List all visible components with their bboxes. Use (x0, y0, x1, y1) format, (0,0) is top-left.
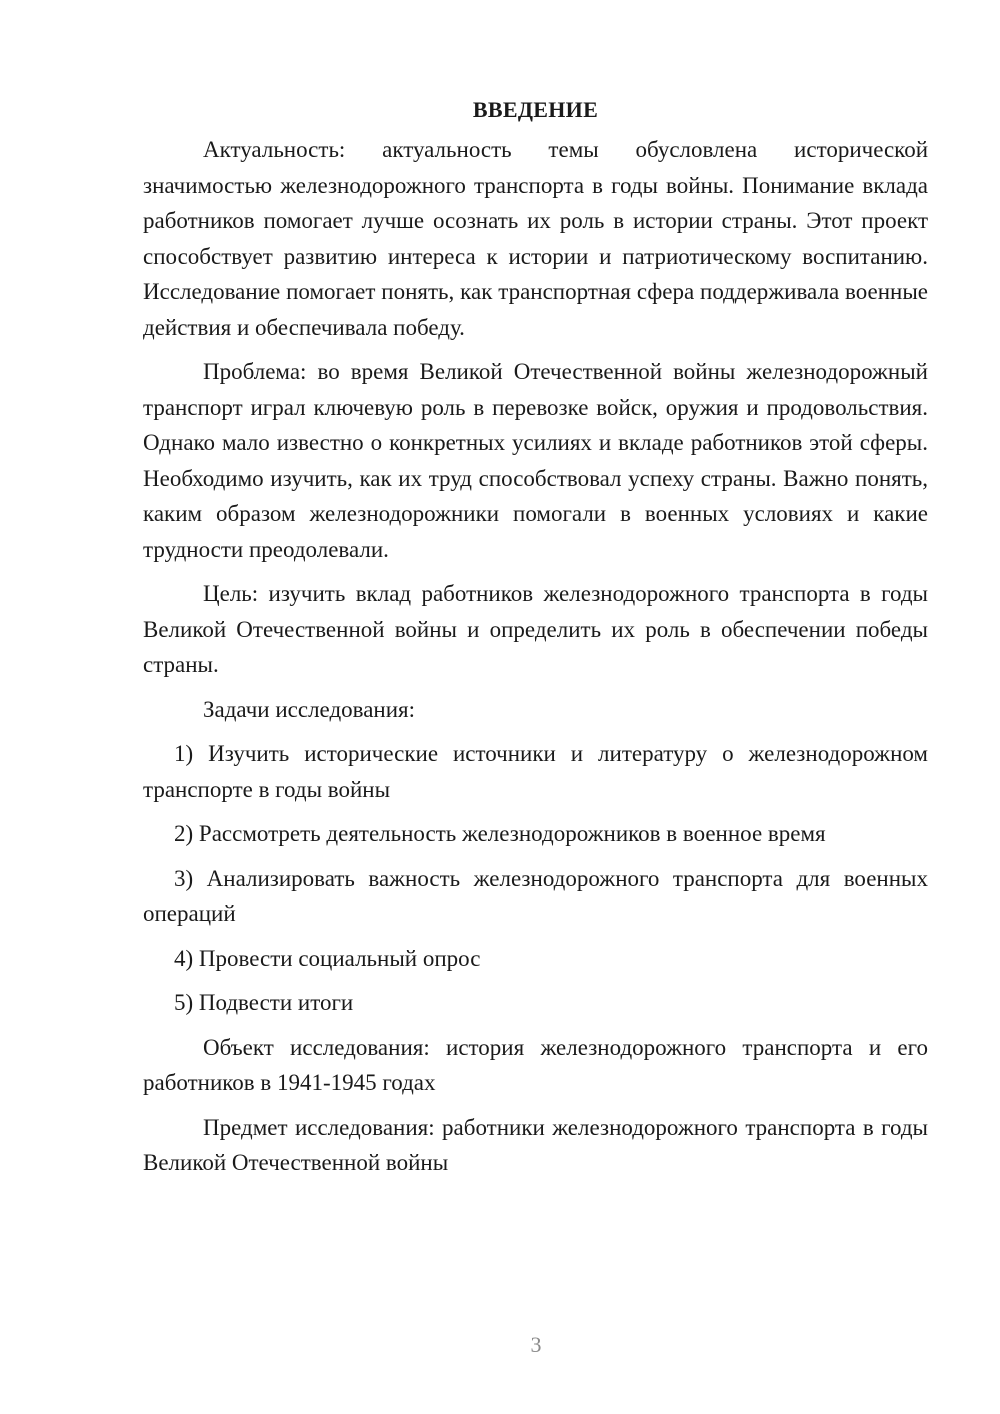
task-item-1: 1) Изучить исторические источники и литературу о железнодорожном транспорте в годы войны (143, 741, 928, 802)
task-item-4: 4) Провести социальный опрос (174, 945, 481, 971)
tasks-list (143, 736, 928, 1021)
object-paragraph: Объект исследования: история железнодорожного транспорта и его работников в 1941-1945 годах (143, 1034, 928, 1095)
page-number: 3 (530, 1332, 542, 1357)
subject-paragraph: Предмет исследования: работники железнодорожного транспорта в годы Великой Отечественной войны (143, 1114, 928, 1175)
problem-paragraph: Проблема: во время Великой Отечественной войны железнодорожный транспорт играл ключевую роль в перевозке войск, оружия и продовольствия. Однако мало известно о конкретных усилиях и вкладе работников этой сферы. Необходимо изучить, как их труд способствовал успеху страны. Важно понять, каким образом железнодорожники помогали в военных условиях и какие трудности преодолевали. (143, 359, 928, 562)
relevance-paragraph: Актуальность: актуальность темы обусловлена исторической значимостью железнодорожного транспорта в годы войны. Понимание вклада работников помогает лучше осознать их роль в истории страны. Этот проект способствует развитию интереса к истории и патриотическому воспитанию. Исследование помогает понять, как транспортная сфера поддерживала военные действия и обеспечивала победу. (143, 137, 928, 340)
goal-paragraph: Цель: изучить вклад работников железнодорожного транспорта в годы Великой Отечественной войны и определить их роль в обеспечении победы страны. (143, 581, 928, 677)
task-item-5: 5) Подвести итоги (174, 990, 354, 1015)
document-page (143, 92, 928, 1190)
task-item-3: 3) Анализировать важность железнодорожного транспорта для военных операций (143, 865, 928, 926)
page-title: ВВЕДЕНИЕ (472, 97, 599, 122)
tasks-title: Задачи исследования: (203, 696, 416, 722)
task-item-2: 2) Рассмотреть деятельность железнодорожников в военное время (174, 821, 826, 846)
